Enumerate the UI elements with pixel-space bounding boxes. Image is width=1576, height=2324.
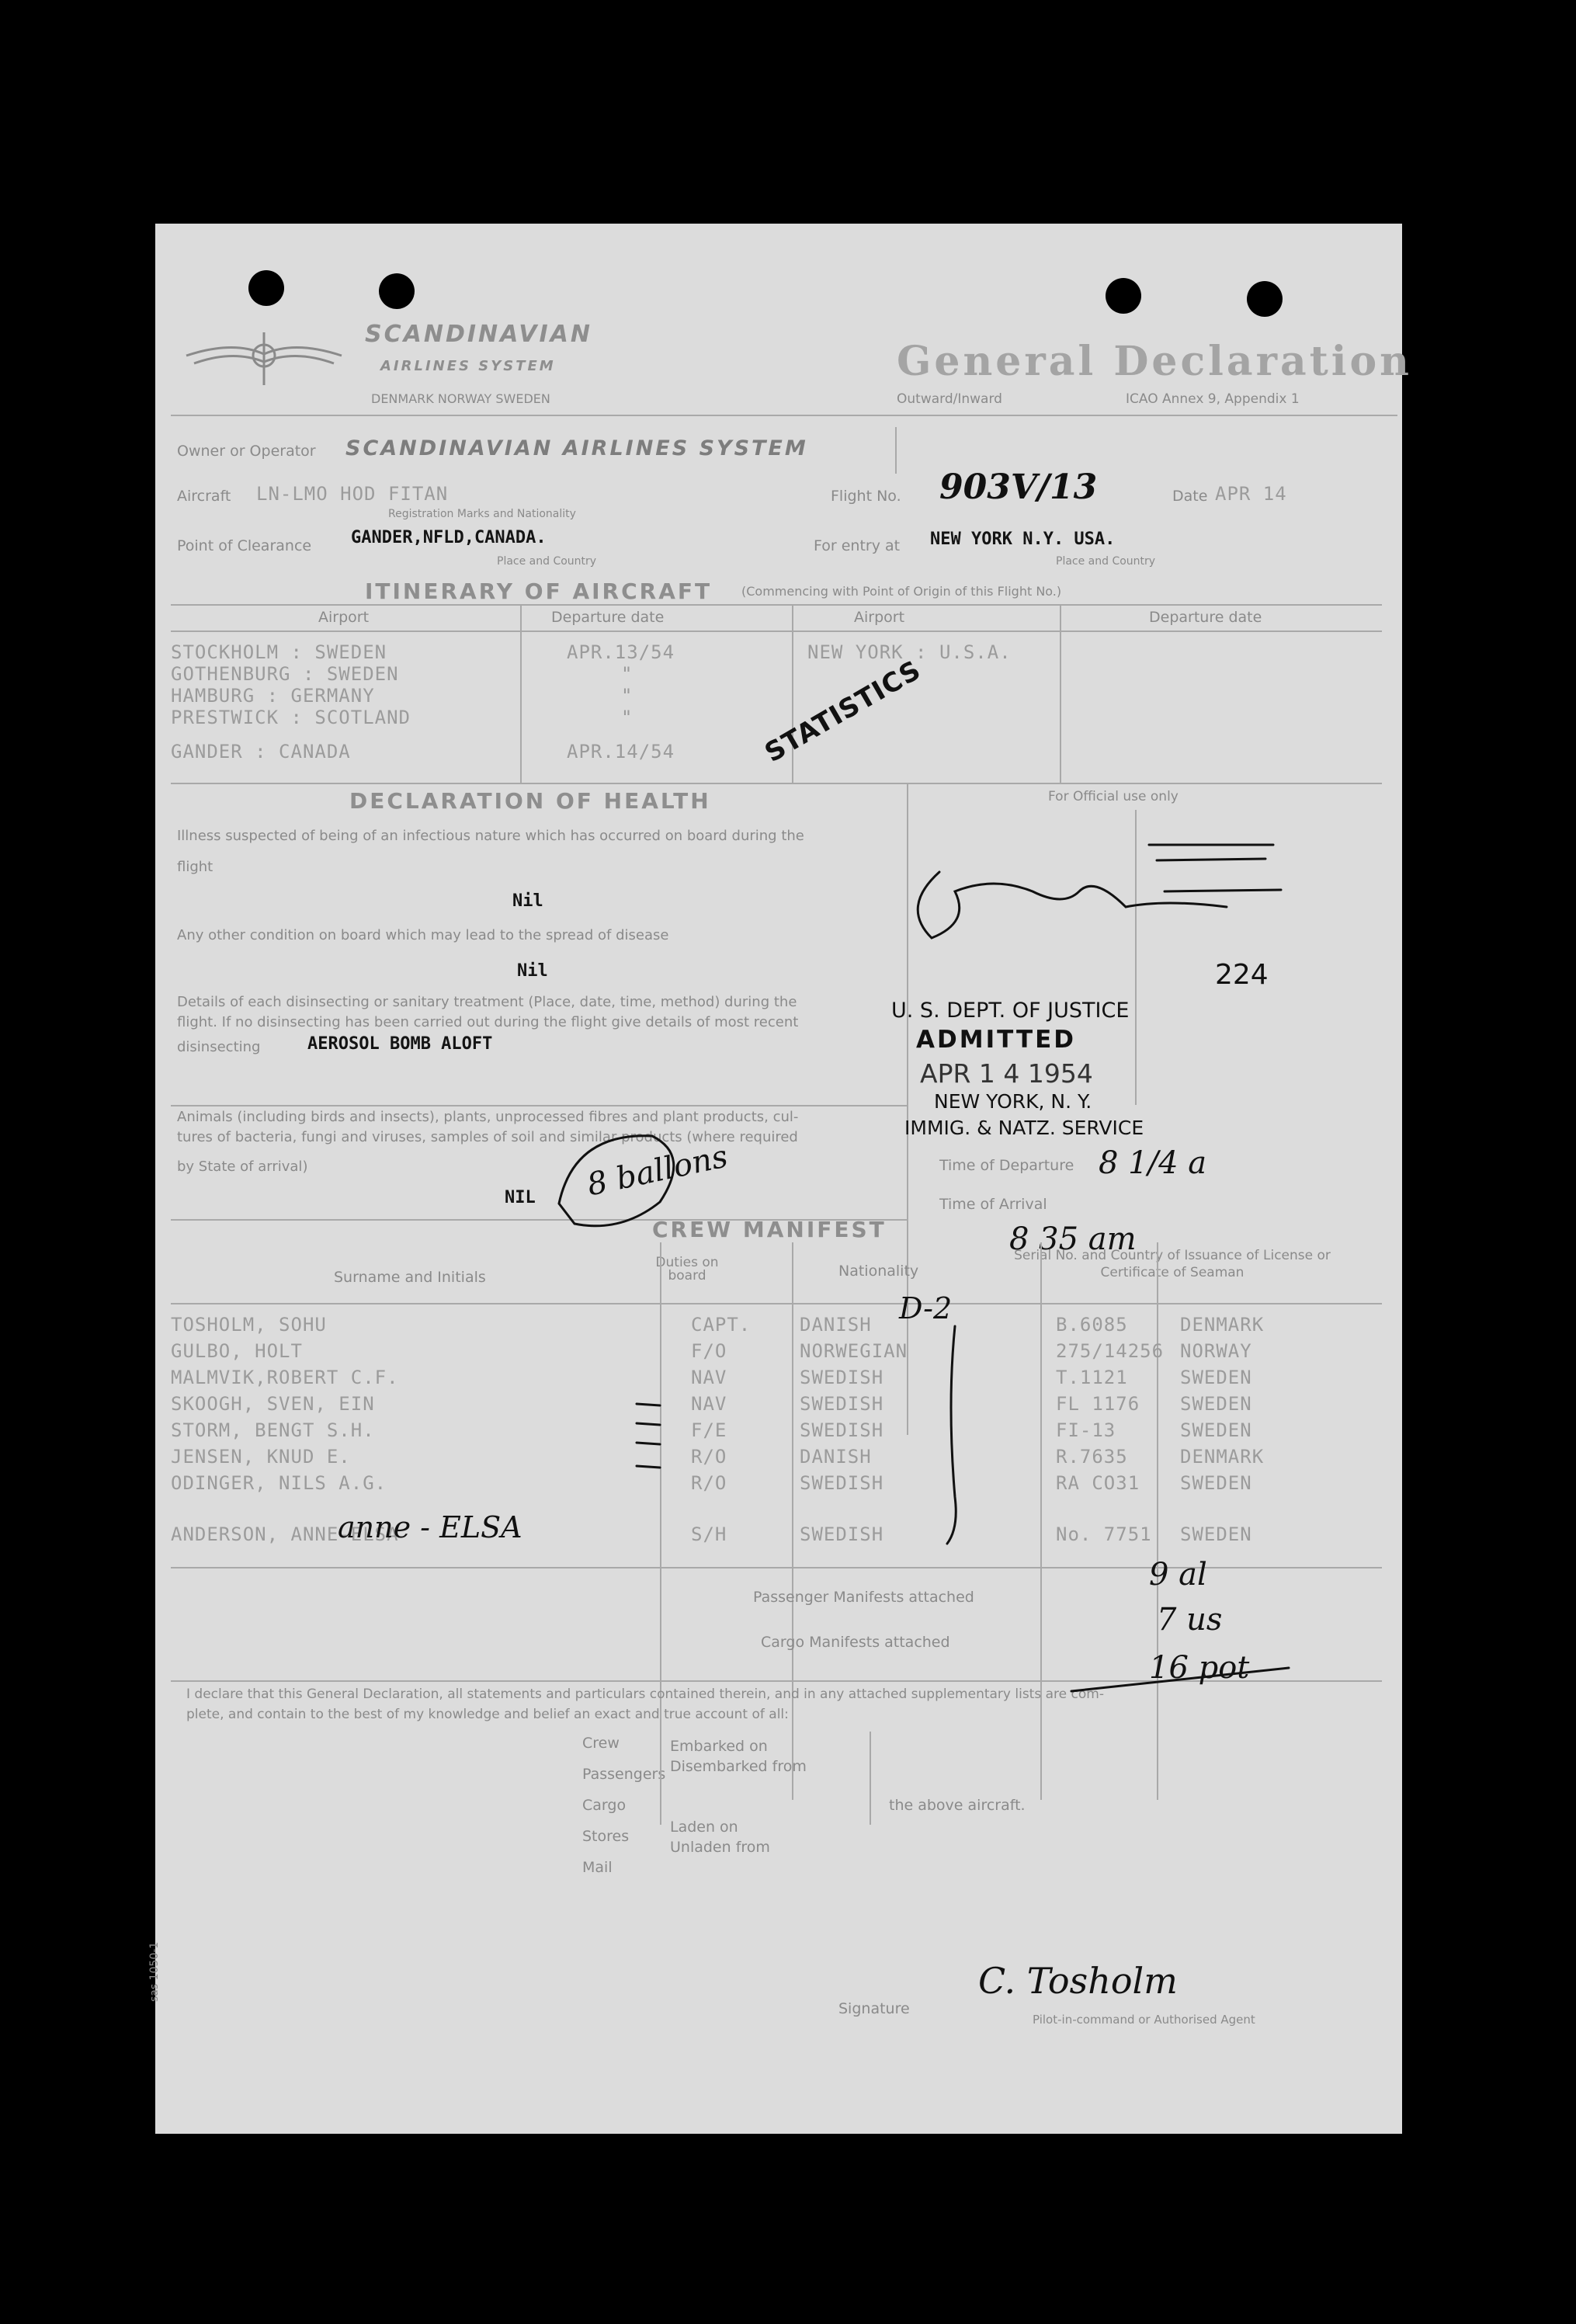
- entry-value: NEW YORK N.Y. USA.: [930, 530, 1116, 549]
- time-departure-label: Time of Departure: [939, 1157, 1074, 1174]
- itinerary-col-airport-2: Airport: [854, 609, 905, 626]
- crew-row-country: DENMARK: [1180, 1446, 1265, 1468]
- crew-row-license: R.7635: [1056, 1446, 1128, 1468]
- immigration-stamp-admitted: ADMITTED: [916, 1026, 1077, 1054]
- disembark-label: Disembarked from: [670, 1758, 807, 1775]
- clearance-caption: Place and Country: [497, 555, 597, 568]
- crew-row-duty: F/E: [691, 1419, 727, 1441]
- flight-value: 903V/13: [939, 467, 1098, 507]
- crew-row-nationality: SWEDISH: [800, 1523, 884, 1545]
- aircraft-label: Aircraft: [177, 488, 231, 505]
- tally-annotation-2: 7 us: [1157, 1602, 1223, 1638]
- tally-annotation-3: 16 pot: [1149, 1650, 1250, 1686]
- crew-tick: [637, 1423, 660, 1425]
- crew-row-name: MALMVIK,ROBERT C.F.: [171, 1367, 399, 1388]
- ballons-annotation: 8 ballons: [584, 1138, 731, 1204]
- crew-row-duty: NAV: [691, 1367, 727, 1388]
- health-question-3: Details of each disinsecting or sanitary treatment (Place, date, time, method) during the: [177, 994, 797, 1010]
- crew-row-name: ANDERSON, ANNE-ELSA: [171, 1523, 399, 1545]
- form-subtitle-right: ICAO Annex 9, Appendix 1: [1126, 391, 1300, 407]
- form-title: General Declaration: [897, 338, 1412, 385]
- itinerary-col-departure-date: Departure date: [551, 609, 665, 626]
- crew-manifest-title: CREW MANIFEST: [652, 1217, 887, 1242]
- airline-logo-text: SCANDINAVIAN: [365, 321, 593, 348]
- itinerary-row: GANDER : CANADA: [171, 741, 351, 763]
- entry-caption: Place and Country: [1056, 555, 1156, 568]
- crew-row-nationality: SWEDISH: [800, 1393, 884, 1415]
- crew-row-nationality: SWEDISH: [800, 1367, 884, 1388]
- date-value: APR 14: [1215, 483, 1287, 505]
- pen-signature-scribble: [918, 872, 1227, 938]
- crew-row-duty: NAV: [691, 1393, 727, 1415]
- cargo-type-label: Passengers: [582, 1766, 666, 1783]
- crew-row-country: SWEDEN: [1180, 1472, 1252, 1494]
- stamp-number: 224: [1215, 959, 1269, 991]
- airline-logo-subtext: AIRLINES SYSTEM: [380, 358, 556, 374]
- health-answer-4: NIL: [505, 1188, 536, 1207]
- itinerary-title: ITINERARY OF AIRCRAFT: [365, 578, 713, 604]
- laden-label: Laden on: [670, 1819, 738, 1836]
- signature-label: Signature: [838, 2000, 910, 2017]
- crew-row-country: NORWAY: [1180, 1340, 1252, 1362]
- crew-col-surname: Surname and Initials: [334, 1269, 486, 1286]
- crew-row-country: DENMARK: [1180, 1314, 1265, 1336]
- health-answer-3: AEROSOL BOMB ALOFT: [307, 1034, 493, 1054]
- above-aircraft-label: the above aircraft.: [889, 1797, 1026, 1814]
- crew-row-license: No. 7751: [1056, 1523, 1152, 1545]
- crew-row-name: STORM, BENGT S.H.: [171, 1419, 375, 1441]
- signature-handwritten: C. Tosholm: [978, 1960, 1178, 2002]
- crew-row-country: SWEDEN: [1180, 1523, 1252, 1545]
- itinerary-row: ": [621, 663, 634, 685]
- declaration-text-2: plete, and contain to the best of my knowledge and belief an exact and true account of all:: [186, 1707, 789, 1722]
- crew-row-nationality: SWEDISH: [800, 1419, 884, 1441]
- time-departure-handwritten: 8 1/4 a: [1099, 1145, 1207, 1181]
- entry-label: For entry at: [814, 537, 901, 554]
- itinerary-row: PRESTWICK : SCOTLAND: [171, 707, 411, 728]
- tally-slash: [1071, 1668, 1289, 1691]
- crew-row-country: SWEDEN: [1180, 1419, 1252, 1441]
- crew-row-duty: CAPT.: [691, 1314, 752, 1336]
- health-question-4c: by State of arrival): [177, 1159, 308, 1175]
- unladen-label: Unladen from: [670, 1839, 770, 1856]
- health-question-1b: flight: [177, 859, 213, 875]
- aircraft-value: LN-LMO HOD FITAN: [256, 483, 449, 505]
- health-question-4: Animals (including birds and insects), plants, unprocessed fibres and plant products, cul-: [177, 1109, 799, 1125]
- crew-row-license: FL 1176: [1056, 1393, 1140, 1415]
- itinerary-note: (Commencing with Point of Origin of this Flight No.): [741, 584, 1062, 599]
- cargo-type-label: Stores: [582, 1828, 630, 1845]
- itinerary-row: HAMBURG : GERMANY: [171, 685, 375, 707]
- cargo-manifests-label: Cargo Manifests attached: [761, 1634, 950, 1651]
- cargo-type-label: Crew: [582, 1735, 620, 1752]
- time-arrival-label: Time of Arrival: [939, 1196, 1047, 1213]
- flight-label: Flight No.: [831, 488, 901, 505]
- itinerary-row: ": [621, 707, 634, 728]
- owner-value: SCANDINAVIAN AIRLINES SYSTEM: [345, 436, 808, 460]
- form-subtitle-left: Outward/Inward: [897, 391, 1002, 407]
- crew-row-country: SWEDEN: [1180, 1367, 1252, 1388]
- itinerary-col-airport: Airport: [318, 609, 370, 626]
- duty-bracket: [947, 1326, 956, 1544]
- statistics-stamp: STATISTICS: [759, 654, 927, 769]
- crew-col-license: Serial No. and Country of Issuance of License or Certificate of Seaman: [1014, 1248, 1331, 1281]
- itinerary-row: NEW YORK : U.S.A.: [807, 641, 1012, 663]
- tally-annotation-1: 9 al: [1149, 1557, 1207, 1593]
- anne-elsa-annotation: anne - ELSA: [338, 1510, 522, 1544]
- itinerary-row: GOTHENBURG : SWEDEN: [171, 663, 399, 685]
- immigration-stamp-line4: IMMIG. & NATZ. SERVICE: [904, 1117, 1144, 1139]
- crew-row-nationality: SWEDISH: [800, 1472, 884, 1494]
- declaration-text-1: I declare that this General Declaration, all statements and particulars contained therein, and in any attached supplementary lists are com-: [186, 1687, 1104, 1702]
- crew-row-duty: R/O: [691, 1446, 727, 1468]
- ballons-circle: [559, 1136, 674, 1226]
- struck-line: [1157, 859, 1265, 860]
- health-question-4b: tures of bacteria, fungi and viruses, samples of soil and similar products (where required: [177, 1129, 798, 1145]
- clearance-label: Point of Clearance: [177, 537, 312, 554]
- crew-col-nationality: Nationality: [838, 1263, 919, 1280]
- crew-row-license: 275/14256: [1056, 1340, 1165, 1362]
- crew-row-duty: S/H: [691, 1523, 727, 1545]
- handwritten-marks: [155, 224, 1402, 2134]
- immigration-stamp-date: APR 1 4 1954: [920, 1058, 1093, 1089]
- crew-row-name: JENSEN, KNUD E.: [171, 1446, 351, 1468]
- itinerary-row: APR.14/54: [567, 741, 675, 763]
- struck-line: [1165, 890, 1281, 891]
- crew-row-license: FI-13: [1056, 1419, 1116, 1441]
- itinerary-col-departure-date-2: Departure date: [1149, 609, 1262, 626]
- crew-row-duty: F/O: [691, 1340, 727, 1362]
- duty-mark-annotation: D-2: [899, 1291, 953, 1325]
- signature-caption: Pilot-in-command or Authorised Agent: [1033, 2013, 1255, 2027]
- owner-label: Owner or Operator: [177, 443, 316, 460]
- crew-tick: [637, 1466, 660, 1468]
- itinerary-row: STOCKHOLM : SWEDEN: [171, 641, 387, 663]
- health-question-1: Illness suspected of being of an infectious nature which has occurred on board during the: [177, 828, 804, 844]
- form-reference: sas 1050-1: [148, 1941, 161, 2002]
- immigration-stamp-line1: U. S. DEPT. OF JUSTICE: [891, 999, 1130, 1023]
- crew-row-license: RA CO31: [1056, 1472, 1140, 1494]
- cargo-type-label: Mail: [582, 1859, 613, 1876]
- itinerary-row: APR.13/54: [567, 641, 675, 663]
- crew-row-name: SKOOGH, SVEN, EIN: [171, 1393, 375, 1415]
- itinerary-row: ": [621, 685, 634, 707]
- immigration-stamp-line3: NEW YORK, N. Y.: [934, 1090, 1092, 1113]
- crew-row-name: TOSHOLM, SOHU: [171, 1314, 327, 1336]
- health-question-2: Any other condition on board which may lead to the spread of disease: [177, 927, 669, 943]
- health-question-3c: disinsecting: [177, 1039, 261, 1055]
- time-arrival-handwritten: 8 35 am: [1009, 1221, 1137, 1257]
- crew-row-nationality: NORWEGIAN: [800, 1340, 908, 1362]
- crew-row-name: ODINGER, NILS A.G.: [171, 1472, 387, 1494]
- embark-label: Embarked on: [670, 1738, 768, 1755]
- crew-row-license: T.1121: [1056, 1367, 1128, 1388]
- crew-row-country: SWEDEN: [1180, 1393, 1252, 1415]
- passenger-manifests-label: Passenger Manifests attached: [753, 1589, 974, 1606]
- crew-tick: [637, 1443, 660, 1444]
- date-label: Date: [1172, 488, 1208, 505]
- crew-row-nationality: DANISH: [800, 1314, 872, 1336]
- airline-countries: DENMARK NORWAY SWEDEN: [371, 391, 550, 406]
- cargo-type-label: Cargo: [582, 1797, 627, 1814]
- health-answer-1: Nil: [512, 891, 543, 911]
- declaration-form-paper: [148, 224, 1412, 2134]
- official-use-label: For Official use only: [1048, 789, 1179, 804]
- crew-col-duties: Duties on board: [655, 1255, 719, 1284]
- crew-row-duty: R/O: [691, 1472, 727, 1494]
- crew-row-nationality: DANISH: [800, 1446, 872, 1468]
- clearance-value: GANDER,NFLD,CANADA.: [351, 528, 547, 547]
- aircraft-caption: Registration Marks and Nationality: [388, 508, 576, 520]
- health-answer-2: Nil: [517, 961, 548, 981]
- health-question-3b: flight. If no disinsecting has been carried out during the flight give details of most recent: [177, 1014, 799, 1030]
- crew-row-name: GULBO, HOLT: [171, 1340, 303, 1362]
- crew-tick: [637, 1404, 660, 1405]
- crew-row-license: B.6085: [1056, 1314, 1128, 1336]
- health-title: DECLARATION OF HEALTH: [349, 788, 711, 814]
